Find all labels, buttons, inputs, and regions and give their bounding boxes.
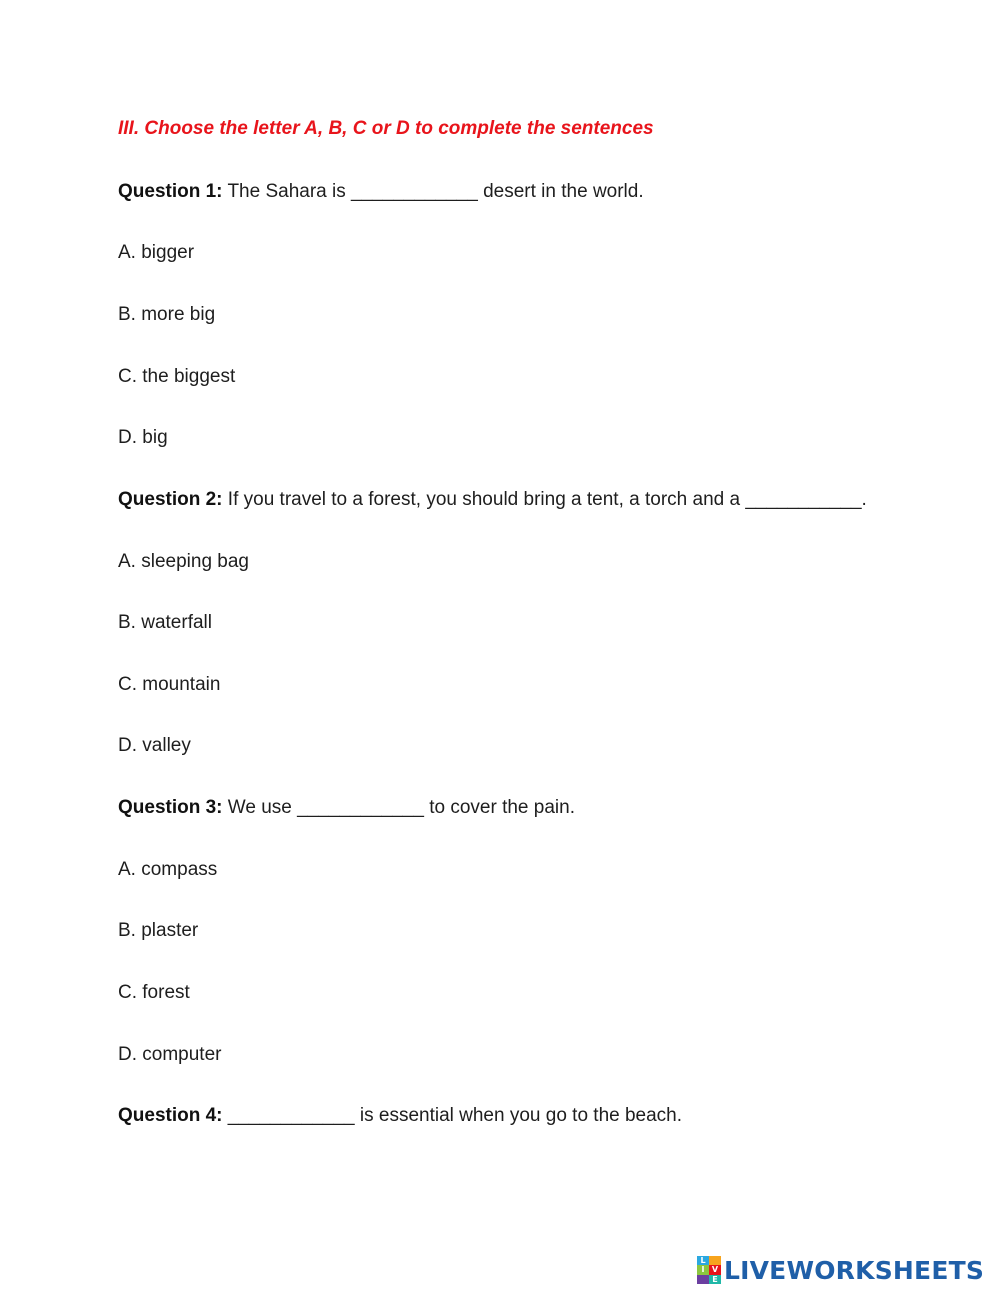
question-1-option-d[interactable]: D. big — [118, 427, 168, 448]
liveworksheets-logo-icon: L I V E — [697, 1256, 721, 1284]
question-1-label: Question 1: — [118, 181, 223, 202]
question-1-option-b[interactable]: B. more big — [118, 304, 216, 325]
section-heading: III. Choose the letter A, B, C or D to complete the sentences — [118, 118, 654, 139]
question-4-text: ____________ is essential when you go to the beach. — [222, 1105, 683, 1126]
question-2-option-d[interactable]: D. valley — [118, 735, 191, 756]
question-2-option-a[interactable]: A. sleeping bag — [118, 551, 249, 572]
question-1-text: The Sahara is ____________ desert in the world. — [222, 181, 644, 202]
liveworksheets-brand — [697, 1254, 984, 1286]
question-1-option-a[interactable]: A. bigger — [118, 242, 195, 263]
question-3-text: We use ____________ to cover the pain. — [222, 797, 575, 818]
question-3-option-d[interactable]: D. computer — [118, 1044, 222, 1065]
question-3-option-b[interactable]: B. plaster — [118, 920, 199, 941]
question-4 — [118, 1104, 682, 1128]
question-4-label: Question 4: — [118, 1105, 223, 1126]
question-3-option-a[interactable]: A. compass — [118, 859, 218, 880]
question-2-option-c[interactable]: C. mountain — [118, 674, 221, 695]
question-3-label: Question 3: — [118, 797, 223, 818]
question-2-option-b[interactable]: B. waterfall — [118, 612, 212, 633]
question-2 — [118, 488, 867, 512]
question-3 — [118, 796, 575, 820]
question-2-text: If you travel to a forest, you should bring a tent, a torch and a ___________. — [222, 489, 867, 510]
brand-name: LIVEWORKSHEETS — [724, 1255, 985, 1285]
question-3-option-c[interactable]: C. forest — [118, 982, 190, 1003]
question-1 — [118, 180, 644, 204]
question-1-option-c[interactable]: C. the biggest — [118, 366, 236, 387]
question-2-label: Question 2: — [118, 489, 223, 510]
